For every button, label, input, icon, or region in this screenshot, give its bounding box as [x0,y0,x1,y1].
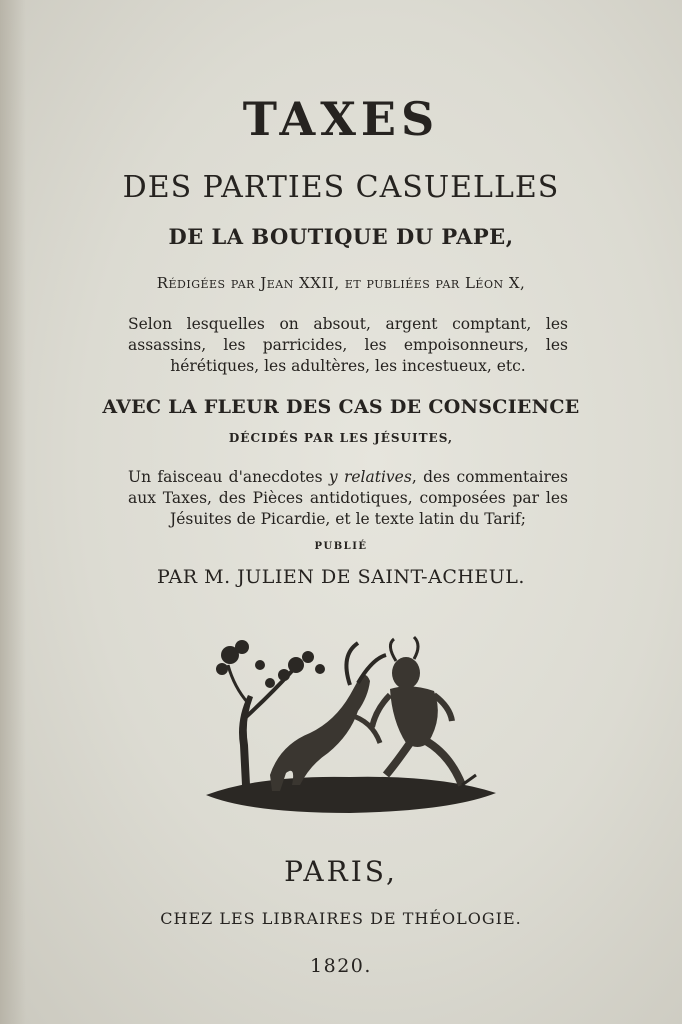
paragraph-anecdotes-part2: , des commentaires aux Taxes, des Pièces antidotiques, composées par les Jésuites de Picardie, et le texte latin du Tarif; [128,468,568,528]
page-title: TAXES [242,92,440,146]
subtitle-boutique-du-pape: DE LA BOUTIQUE DU PAPE, [168,224,514,249]
goat-and-satyr-woodcut-icon [200,625,500,820]
paragraph-anecdotes-text [128,467,568,530]
author-line: PAR M. JULIEN DE SAINT-ACHEUL. [157,566,525,588]
paragraph-absolution-text: Selon lesquelles on absout, argent comptant, les assassins, les parricides, les empoisonneurs, les hérétiques, les adultères, les incestueux, etc. [128,315,568,375]
imprint-publisher: CHEZ LES LIBRAIRES DE THÉOLOGIE. [160,909,522,928]
paragraph-absolution [128,314,568,377]
paragraph-anecdotes-part1: Un faisceau d'anecdotes [128,468,329,486]
subtitle-parties-casuelles: DES PARTIES CASUELLES [122,170,560,205]
heading-fleur-des-cas: AVEC LA FLEUR DES CAS DE CONSCIENCE [102,396,580,418]
publie-label: PUBLIÉ [314,541,368,552]
subtitle-redigees: Rédigées par Jean XXII, et publiées par Léon X, [156,274,526,292]
imprint-city: PARIS, [284,855,398,888]
paragraph-anecdotes-italic: y relatives [328,468,412,486]
paragraph-anecdotes [128,467,568,530]
imprint-year: 1820. [310,955,372,977]
heading-decides-jesuites: DÉCIDÉS PAR LES JÉSUITES, [228,431,454,445]
